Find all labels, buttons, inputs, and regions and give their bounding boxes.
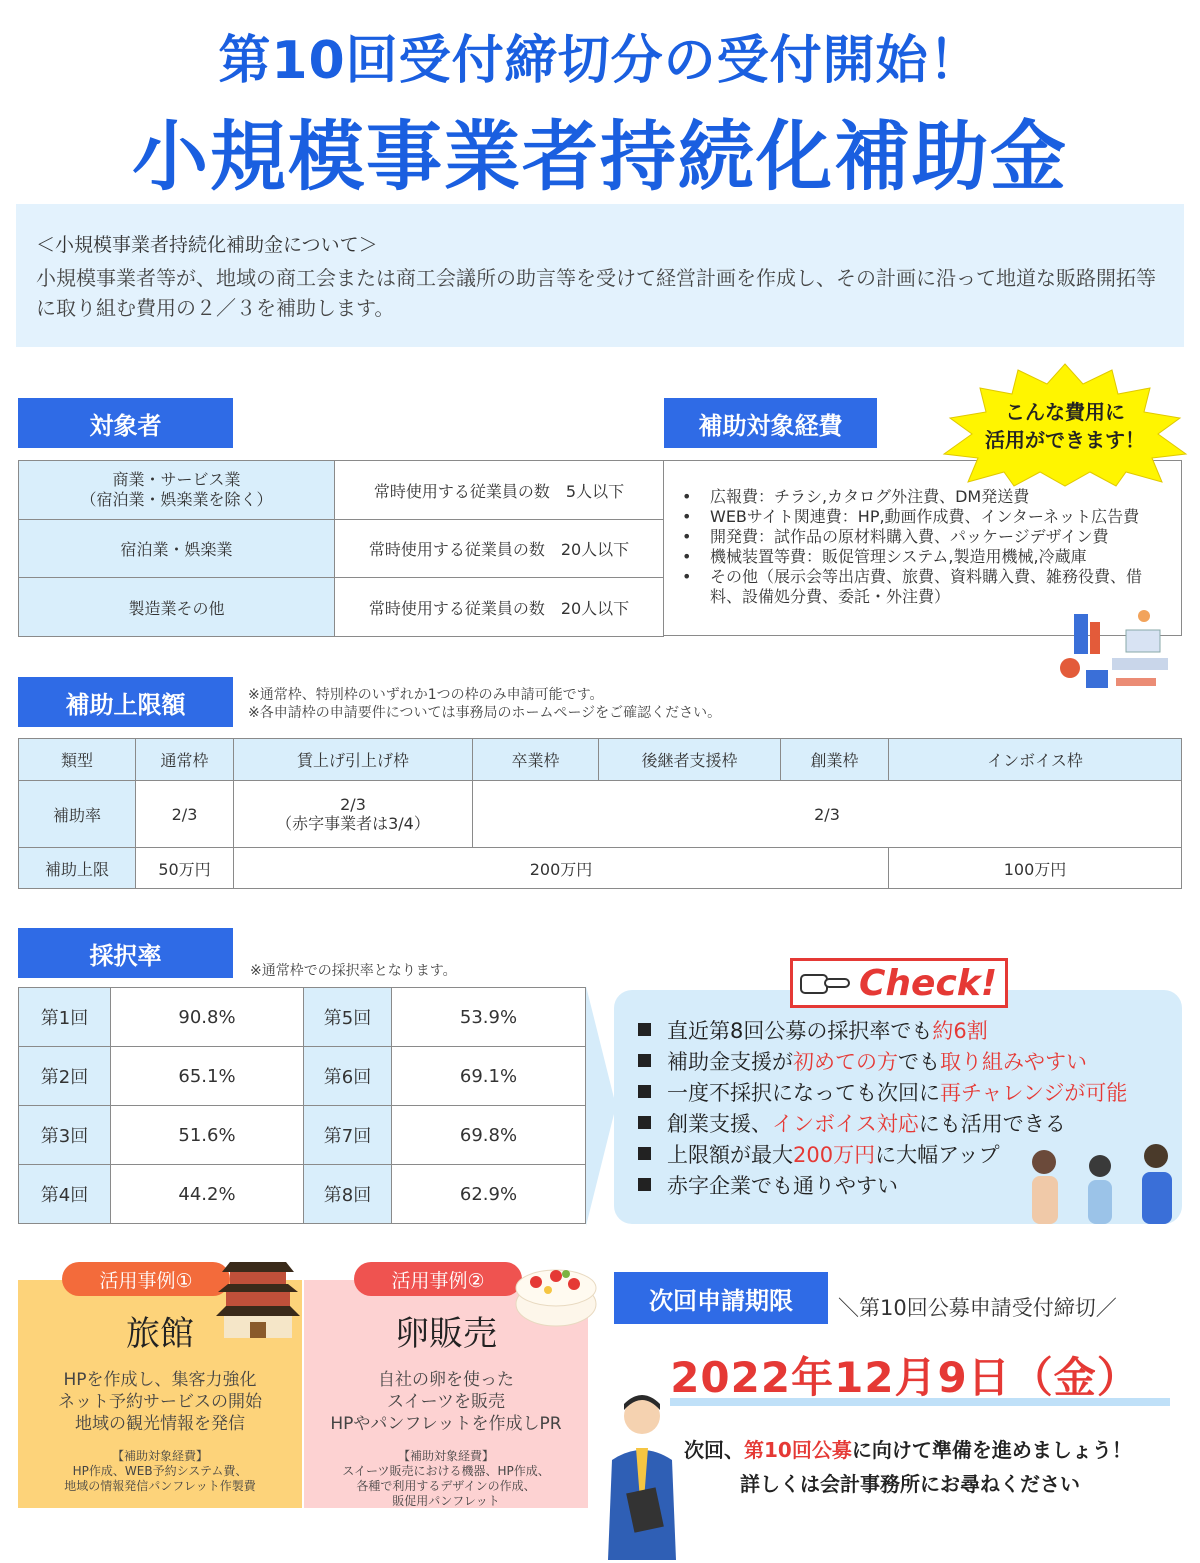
expense-item: • 機械装置等費：販促管理システム,製造用機械,冷蔵庫 [680,547,1165,567]
col-header: 類型 [19,739,136,781]
limit-label: 補助上限額 [18,677,233,727]
round-label: 第4回 [19,1165,111,1224]
arrow-right-icon [586,986,616,1226]
expense-item: • 開発費：試作品の原材料購入費、パッケージデザイン費 [680,527,1165,547]
limit-note-2: ※各申請枠の申請要件については事務局のホームページをご確認ください。 [248,705,722,721]
target-industry: 宿泊業・娯楽業 [19,520,335,578]
check-item: 赤字企業でも通りやすい [638,1171,1182,1202]
case-pill-2: 活用事例② [354,1262,522,1296]
round-label: 第2回 [19,1047,111,1106]
office-illustration-icon [1056,608,1180,696]
adoption-note: ※通常枠での採択率となります。 [250,963,457,979]
deadline-date: 2022年12月9日（金） [670,1353,1140,1402]
check-badge [790,958,1008,1008]
check-item: 創業支援、インボイス対応にも活用できる [638,1109,1182,1140]
round-rate: 44.2% [111,1165,304,1224]
limit-note-1: ※通常枠、特別枠のいずれか1つの枠のみ申請可能です。 [248,687,604,703]
case-description: 自社の卵を使った スイーツを販売 HPやパンフレットを作成しPR [330,1370,562,1434]
check-item: 補助金支援が初めての方でも取り組みやすい [638,1047,1182,1078]
target-industry: 商業・サービス業 （宿泊業・娯楽業を除く） [19,461,335,520]
table-row [19,461,664,520]
adoption-table [18,987,586,1224]
table-row [19,988,586,1047]
expense-item: • その他（展示会等出店費、旅費、資料購入費、雑務役費、借料、設備処分費、委託・外注費） [680,567,1165,607]
col-header: 創業枠 [781,739,889,781]
round-rate: 51.6% [111,1106,304,1165]
round-rate: 62.9% [392,1165,586,1224]
round-rate: 69.8% [392,1106,586,1165]
col-header: インボイス枠 [889,739,1182,781]
case-expenses: 【補助対象経費】 スイーツ販売における機器、HP作成、 各種で利用するデザインの作成、 販促用パンフレット [342,1449,550,1508]
rate-normal: 2/3 [136,781,234,848]
next-message-line2: 詳しくは会計事務所にお尋ねください [740,1472,1080,1496]
rate-wage [234,781,473,848]
ryokan-building-icon [216,1258,300,1340]
businessman-icon [600,1390,680,1560]
round-label: 第6回 [304,1047,392,1106]
round-rate: 90.8% [111,988,304,1047]
table-row [19,520,664,578]
rate-label: 補助率 [19,781,136,848]
target-table [18,460,664,637]
page-title-line1: 第10回受付締切分の受付開始！ [218,31,982,91]
round-rate: 53.9% [392,988,586,1047]
round-label: 第3回 [19,1106,111,1165]
col-header: 通常枠 [136,739,234,781]
pointing-hand-icon [799,969,851,999]
table-row [19,848,1182,889]
table-row [19,1106,586,1165]
table-row [19,1047,586,1106]
round-label: 第8回 [304,1165,392,1224]
round-label: 第7回 [304,1106,392,1165]
cap-normal: 50万円 [136,848,234,889]
round-rate: 69.1% [392,1047,586,1106]
target-condition: 常時使用する従業員の数 20人以下 [335,520,664,578]
adoption-label: 採択率 [18,928,233,978]
next-message-line1: 次回、第10回公募に向けて準備を進めましょう！ [684,1438,1132,1462]
expenses-label: 補助対象経費 [664,398,877,448]
col-header: 卒業枠 [473,739,599,781]
about-heading: ＜小規模事業者持続化補助金について＞ [36,234,378,256]
table-row [19,781,1182,848]
check-item: 一度不採択になっても次回に再チャレンジが可能 [638,1078,1182,1109]
target-condition: 常時使用する従業員の数 20人以下 [335,578,664,637]
case-title: 旅館 [126,1314,194,1354]
case-description: HPを作成し、集客力強化 ネット予約サービスの開始 地域の観光情報を発信 [58,1370,262,1434]
expense-item: • WEBサイト関連費：HP,動画作成費、インターネット広告費 [680,507,1165,527]
cap-label: 補助上限 [19,848,136,889]
page-title-line2: 小規模事業者持続化補助金 [132,112,1068,201]
rate-wage-value: 2/3 [340,795,366,814]
col-header: 後継者支援枠 [599,739,781,781]
cake-icon [512,1254,600,1330]
about-body: 小規模事業者等が、地域の商工会または商工会議所の助言等を受けて経営計画を作成し、その計画に沿って地道な販路開拓等に取り組む費用の２／３を補助します。 [36,266,1156,320]
case-expenses: 【補助対象経費】 HP作成、WEB予約システム費、 地域の情報発信パンフレット作製費 [64,1449,256,1493]
round-label: 第1回 [19,988,111,1047]
case-pill-1: 活用事例① [62,1262,230,1296]
people-illustration-icon [1020,1140,1180,1224]
target-condition: 常時使用する従業員の数 5人以下 [335,461,664,520]
check-text: Check! [859,962,998,1004]
deadline-label: 次回申請期限 [614,1272,828,1324]
cap-mid: 200万円 [234,848,889,889]
limit-table [18,738,1182,889]
case-title: 卵販売 [395,1314,497,1354]
about-section [16,204,1184,347]
rate-wage-note: （赤字事業者は3/4） [276,814,430,833]
table-row [19,578,664,637]
round-label: 第5回 [304,988,392,1047]
round-rate: 65.1% [111,1047,304,1106]
deadline-subtitle: ＼第10回公募申請受付締切／ [838,1296,1117,1320]
rate-others: 2/3 [473,781,1182,848]
target-label: 対象者 [18,398,233,448]
cap-invoice: 100万円 [889,848,1182,889]
target-industry: 製造業その他 [19,578,335,637]
check-item: 上限額が最大200万円に大幅アップ [638,1140,1182,1171]
table-row [19,1165,586,1224]
burst-text: こんな費用に 活用ができます！ [985,400,1145,452]
table-header-row [19,739,1182,781]
check-item: 直近第8回公募の採択率でも約6割 [638,1016,1182,1047]
expense-item: • 広報費：チラシ,カタログ外注費、DM発送費 [680,487,1165,507]
col-header: 賃上げ引上げ枠 [234,739,473,781]
